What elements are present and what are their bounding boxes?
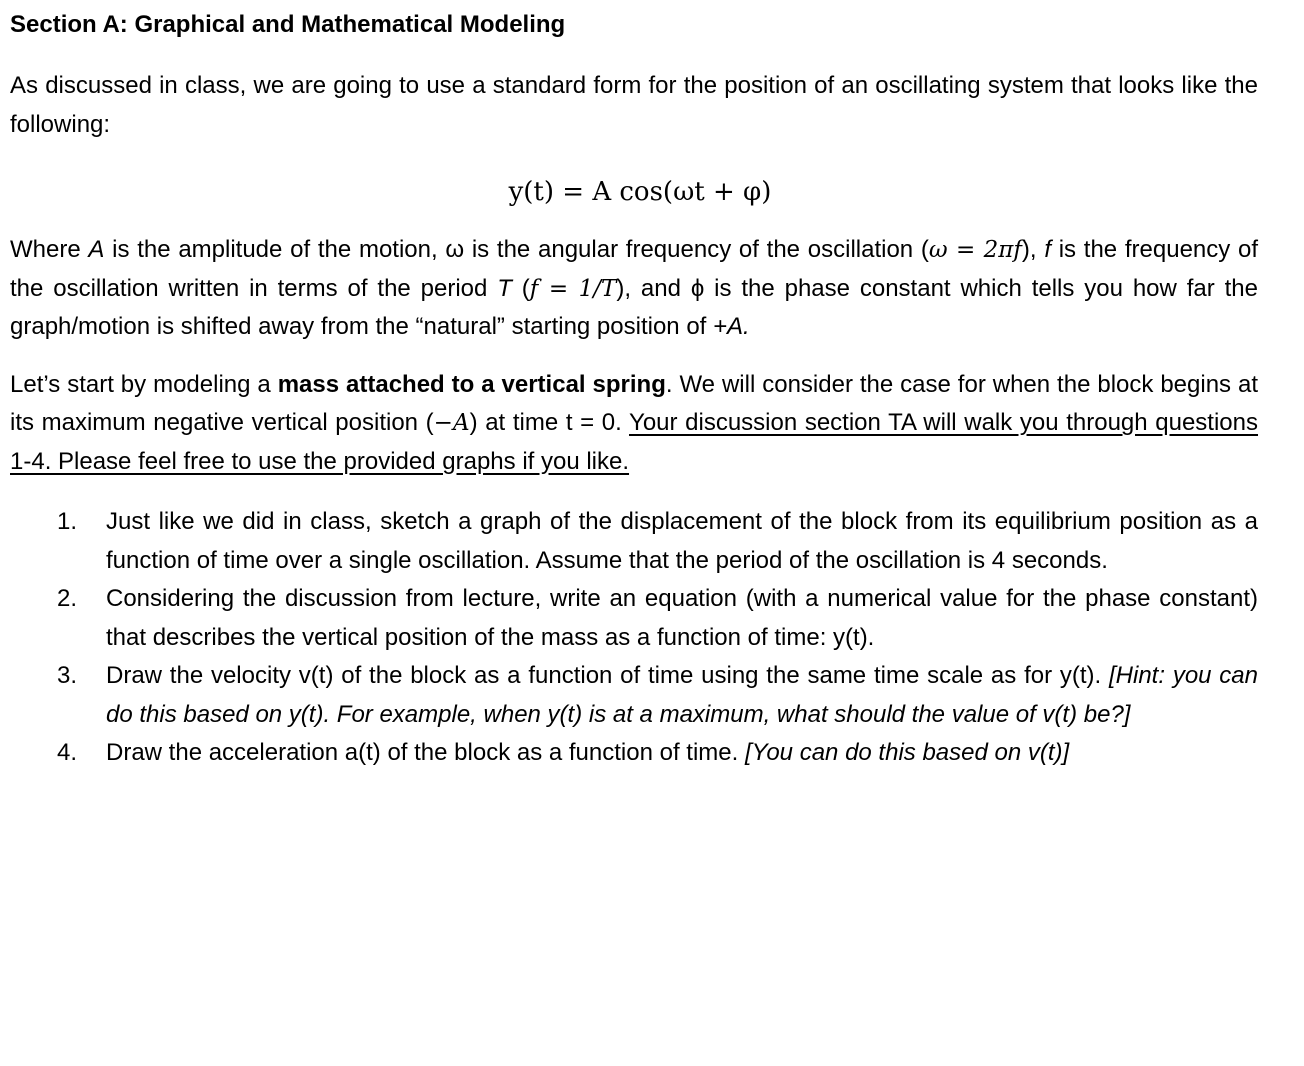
definitions-text-4: is the frequency of the oscillation written in terms of the period	[10, 236, 1259, 302]
spring-text-2: . We will consider the case for when the block begins at its maximum negative vertical position (	[10, 370, 1258, 436]
question-text: Draw the velocity v(t) of the block as a function of time using the same time scale as for y(t).	[106, 662, 1109, 689]
angular-frequency-equation: ω = 2πf	[928, 237, 1022, 263]
question-text: Just like we did in class, sketch a graph of the displacement of the block from its equilibrium position as a function of time over a single oscillation. Assume that the period of the oscillation is 4 seconds.	[106, 508, 1258, 574]
list-item	[10, 657, 1258, 734]
negative-amplitude: −A	[433, 410, 470, 436]
question-number: 3.	[57, 662, 78, 689]
frequency-symbol: f	[1044, 236, 1051, 263]
question-number: 1.	[57, 508, 78, 535]
section-heading: Section A: Graphical and Mathematical Modeling	[10, 11, 566, 38]
question-list	[10, 503, 1258, 773]
question-hint: [You can do this based on v(t)]	[744, 739, 1070, 766]
frequency-period-equation: f = 1/T	[529, 275, 617, 302]
definitions-paragraph	[10, 231, 1258, 347]
definitions-text-3: ),	[1021, 236, 1045, 263]
amplitude-symbol: A	[88, 236, 105, 263]
question-number: 4.	[57, 739, 78, 766]
question-number: 2.	[57, 585, 78, 612]
spring-text-3: ) at time t = 0.	[469, 409, 630, 436]
positive-amplitude: +A.	[713, 313, 750, 340]
question-text: Considering the discussion from lecture, write an equation (with a numerical value for the phase constant) that describes the vertical position of the mass as a function of time: y(t).	[106, 585, 1258, 651]
definitions-text-2: is the amplitude of the motion, ω is the angular frequency of the oscillation (	[104, 236, 929, 263]
definitions-text-5: (	[511, 274, 530, 302]
question-hint: [Hint: you can do this based on y(t). For example, when y(t) is at a maximum, what should the value of v(t) be?]	[106, 662, 1259, 728]
ta-instructions: Your discussion section TA will walk you through questions 1-4. Please feel free to use the provided graphs if you like.	[10, 409, 1259, 475]
oscillation-equation: y(t) = A cos(ωt + φ)	[508, 177, 772, 207]
spring-paragraph	[10, 366, 1258, 482]
list-item	[10, 503, 1258, 580]
period-symbol: T	[497, 274, 512, 302]
spring-bold-phrase: mass attached to a vertical spring	[277, 370, 666, 398]
definitions-text-1: Where	[10, 236, 89, 263]
intro-paragraph: As discussed in class, we are going to use a standard form for the position of an oscillating system that looks like the following:	[10, 72, 1258, 138]
definitions-text-6: ), and ϕ is the phase constant which tells you how far the graph/motion is shifted away from the “natural” starting position of	[10, 274, 1258, 340]
document-page	[10, 8, 1258, 773]
question-text: Draw the acceleration a(t) of the block as a function of time.	[106, 739, 745, 766]
spring-text-1: Let’s start by modeling a	[10, 370, 278, 398]
list-item	[10, 580, 1258, 657]
list-item	[10, 734, 1258, 773]
